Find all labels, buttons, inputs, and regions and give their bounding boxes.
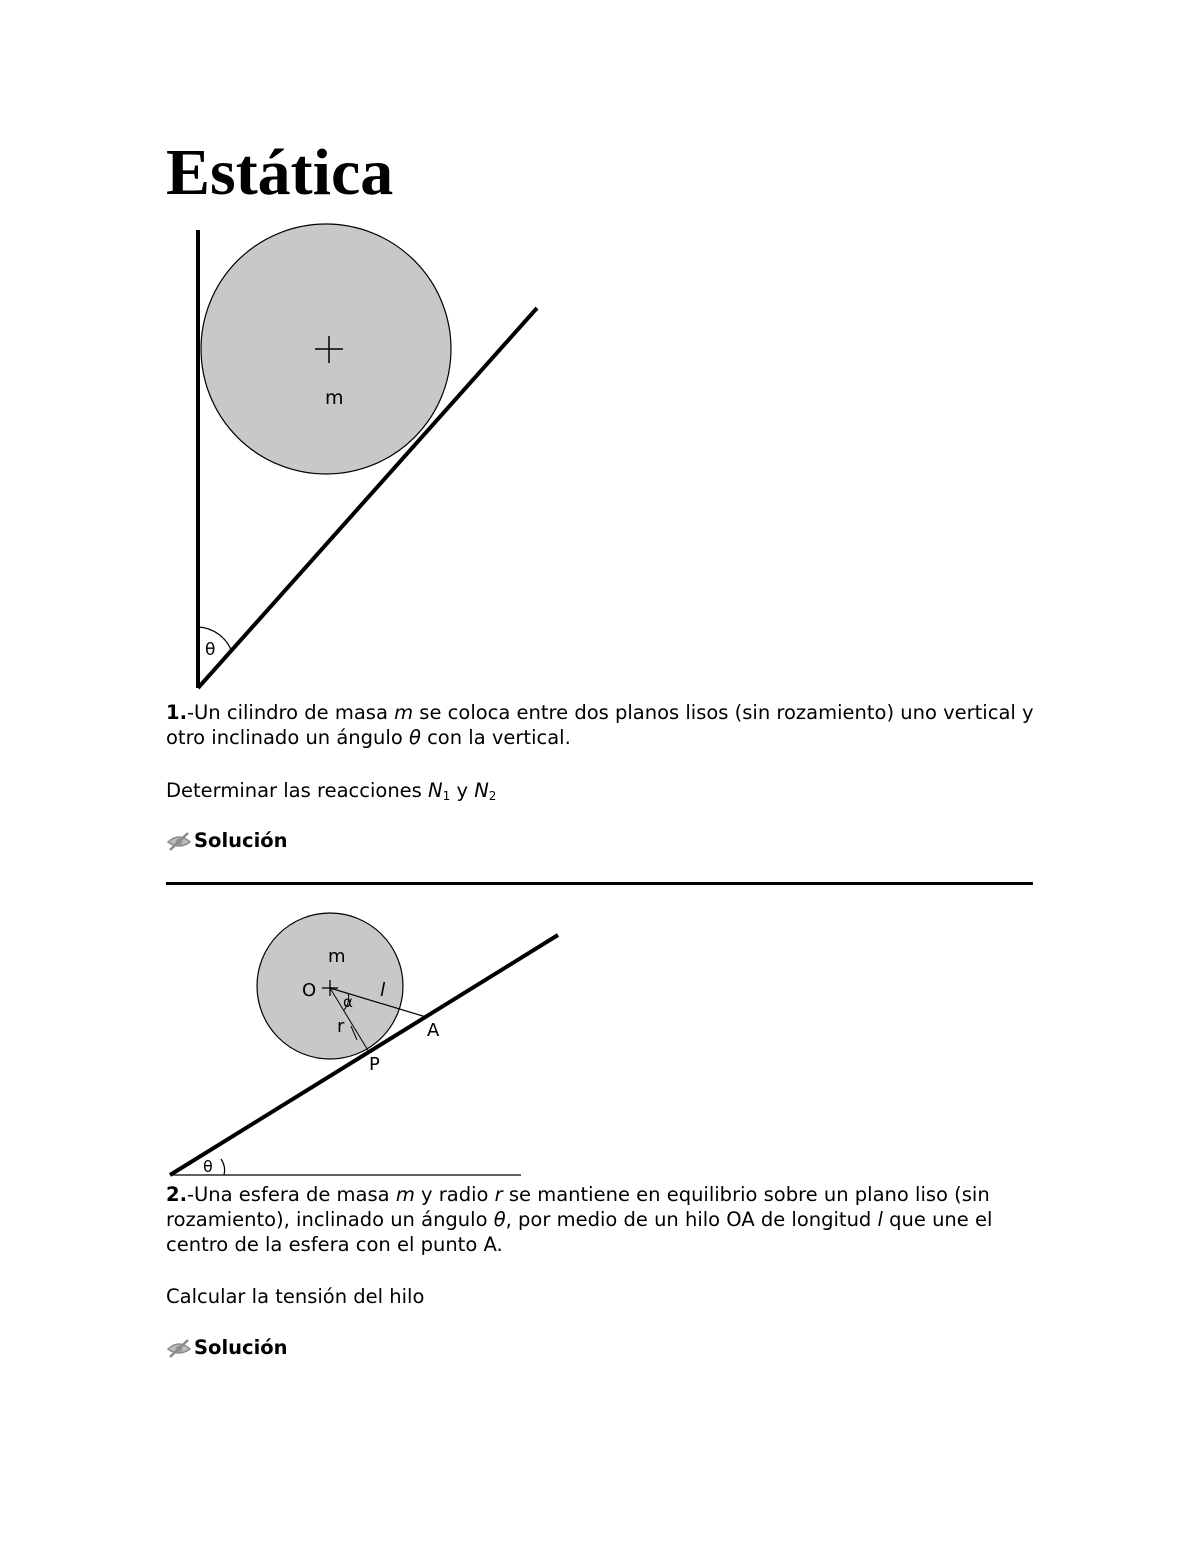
problem-1-number: 1. <box>166 701 187 724</box>
problem-2-number: 2. <box>166 1183 187 1206</box>
solution-1-label: Solución <box>194 829 288 852</box>
angle-arc <box>221 1159 225 1175</box>
eye-crossed-icon <box>166 1337 192 1359</box>
length-label: l <box>380 979 386 1001</box>
page-title: Estática <box>166 136 394 209</box>
alpha-label: α <box>343 993 353 1011</box>
mass-label: m <box>328 946 346 967</box>
solution-2-label: Solución <box>194 1336 288 1359</box>
angle-label: θ <box>203 1157 213 1176</box>
solution-2-link[interactable] <box>166 1336 288 1359</box>
point-a-label: A <box>427 1020 440 1041</box>
problem-2-question: Calcular la tensión del hilo <box>166 1285 425 1308</box>
mass-label: m <box>325 387 344 409</box>
problem-1-statement: 1.-Un cilindro de masa m se coloca entre dos planos lisos (sin rozamiento) uno vertical y otro inclinado un ángulo θ con la vertical. <box>166 701 1034 749</box>
problem-2-statement: 2.-Una esfera de masa m y radio r se mantiene en equilibrio sobre un plano liso (sin rozamiento), inclinado un ángulo θ, por medio de un hilo OA de longitud l que une el centro de la esfera con el punto A. <box>166 1183 993 1256</box>
radius-label: r <box>337 1016 345 1037</box>
center-label: O <box>302 980 317 1001</box>
problem-1-question: Determinar las reacciones $N_1$ y $N_2$ <box>166 779 497 803</box>
point-p-label: P <box>369 1054 380 1075</box>
angle-label: θ <box>205 640 216 660</box>
